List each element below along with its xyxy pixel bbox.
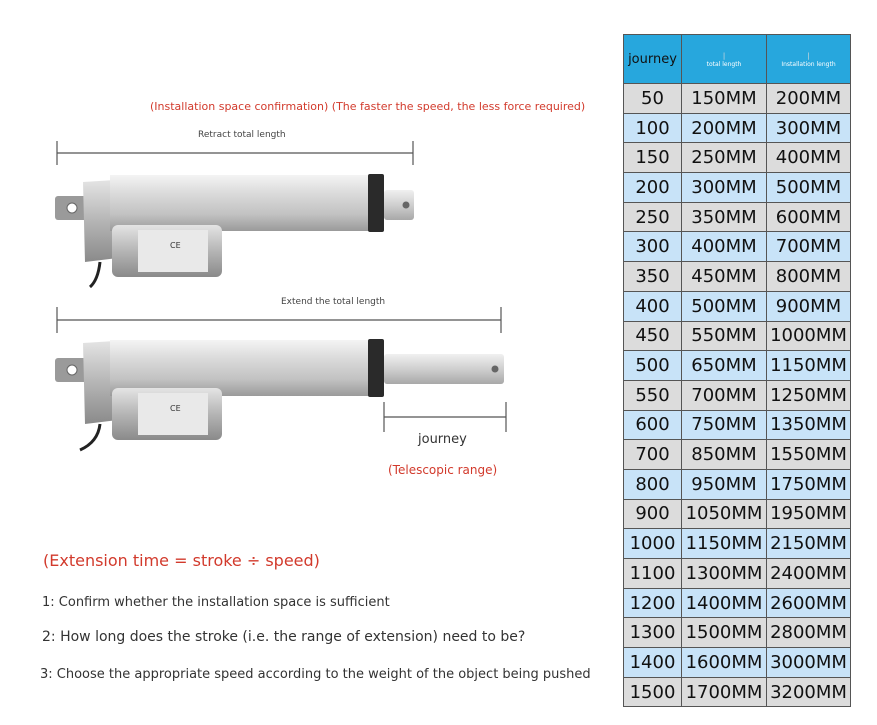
- cell-installation-length: 400MM: [767, 143, 851, 173]
- cell-installation-length: 1000MM: [767, 321, 851, 351]
- retract-length-label: Retract total length: [198, 130, 286, 140]
- cell-total-length: 850MM: [682, 440, 767, 470]
- table-body: [624, 84, 851, 707]
- table-row: [624, 648, 851, 678]
- cell-installation-length: 1250MM: [767, 380, 851, 410]
- table-row: [624, 84, 851, 114]
- cell-journey: 800: [624, 469, 682, 499]
- step-2-text: 2: How long does the stroke (i.e. the range of extension) need to be?: [42, 629, 526, 645]
- svg-text:CE: CE: [170, 404, 181, 413]
- cell-journey: 500: [624, 351, 682, 381]
- cell-total-length: 650MM: [682, 351, 767, 381]
- table-row: [624, 202, 851, 232]
- cell-journey: 1100: [624, 559, 682, 589]
- cell-total-length: 150MM: [682, 84, 767, 114]
- table-row: [624, 559, 851, 589]
- cell-total-length: 1300MM: [682, 559, 767, 589]
- table-row: [624, 677, 851, 707]
- cell-journey: 1400: [624, 648, 682, 678]
- table-row: [624, 351, 851, 381]
- table-row: [624, 113, 851, 143]
- cell-journey: 600: [624, 410, 682, 440]
- cell-installation-length: 700MM: [767, 232, 851, 262]
- extend-length-label: Extend the total length: [281, 297, 386, 307]
- cell-installation-length: 2400MM: [767, 559, 851, 589]
- table-row: [624, 291, 851, 321]
- header-installation-length: | Installation length: [767, 35, 851, 84]
- cell-journey: 200: [624, 173, 682, 203]
- cell-journey: 150: [624, 143, 682, 173]
- table-row: [624, 173, 851, 203]
- cell-journey: 50: [624, 84, 682, 114]
- table-row: [624, 440, 851, 470]
- cell-installation-length: 500MM: [767, 173, 851, 203]
- cell-total-length: 950MM: [682, 469, 767, 499]
- cell-journey: 400: [624, 291, 682, 321]
- step-3-text: 3: Choose the appropriate speed according to the weight of the object being pushed: [40, 667, 591, 682]
- spec-table: [623, 34, 851, 707]
- table-row: [624, 588, 851, 618]
- cell-installation-length: 2800MM: [767, 618, 851, 648]
- cell-total-length: 200MM: [682, 113, 767, 143]
- cell-total-length: 1050MM: [682, 499, 767, 529]
- extend-dimension-line: [57, 307, 501, 333]
- cell-journey: 1300: [624, 618, 682, 648]
- cell-total-length: 450MM: [682, 262, 767, 292]
- cell-installation-length: 2150MM: [767, 529, 851, 559]
- cell-total-length: 750MM: [682, 410, 767, 440]
- table-row: [624, 321, 851, 351]
- cell-total-length: 700MM: [682, 380, 767, 410]
- cell-installation-length: 3000MM: [767, 648, 851, 678]
- cell-total-length: 1400MM: [682, 588, 767, 618]
- installation-note: (Installation space confirmation) (The faster the speed, the less force required): [150, 100, 586, 113]
- table-row: [624, 499, 851, 529]
- journey-label: journey: [418, 432, 467, 447]
- cell-journey: 700: [624, 440, 682, 470]
- cell-journey: 1500: [624, 677, 682, 707]
- table-header-row: [624, 35, 851, 84]
- table-row: [624, 410, 851, 440]
- cell-journey: 450: [624, 321, 682, 351]
- table-row: [624, 380, 851, 410]
- extension-time-formula: (Extension time = stroke ÷ speed): [43, 551, 320, 570]
- cell-installation-length: 1550MM: [767, 440, 851, 470]
- cell-installation-length: 1950MM: [767, 499, 851, 529]
- actuator-diagram: [0, 0, 610, 470]
- retract-dimension-line: [57, 141, 413, 165]
- cell-journey: 350: [624, 262, 682, 292]
- svg-text:CE: CE: [170, 241, 181, 250]
- journey-dimension-line: [384, 402, 506, 432]
- actuator-extended-image: [55, 339, 504, 450]
- cell-journey: 550: [624, 380, 682, 410]
- header-journey: journey: [624, 35, 682, 84]
- cell-total-length: 550MM: [682, 321, 767, 351]
- cell-journey: 100: [624, 113, 682, 143]
- table-row: [624, 262, 851, 292]
- cell-installation-length: 600MM: [767, 202, 851, 232]
- cell-installation-length: 900MM: [767, 291, 851, 321]
- cell-journey: 300: [624, 232, 682, 262]
- cell-journey: 250: [624, 202, 682, 232]
- cell-journey: 900: [624, 499, 682, 529]
- cell-total-length: 1600MM: [682, 648, 767, 678]
- cell-total-length: 1150MM: [682, 529, 767, 559]
- table-row: [624, 469, 851, 499]
- cell-total-length: 1700MM: [682, 677, 767, 707]
- cell-installation-length: 300MM: [767, 113, 851, 143]
- table-row: [624, 143, 851, 173]
- cell-installation-length: 1350MM: [767, 410, 851, 440]
- cell-installation-length: 2600MM: [767, 588, 851, 618]
- cell-journey: 1000: [624, 529, 682, 559]
- cell-installation-length: 800MM: [767, 262, 851, 292]
- table-row: [624, 529, 851, 559]
- header-total-length-label: total length: [706, 60, 742, 68]
- header-total-length: | total length: [682, 35, 767, 84]
- cell-total-length: 1500MM: [682, 618, 767, 648]
- header-installation-length-label: Installation length: [781, 60, 836, 68]
- table-row: [624, 232, 851, 262]
- telescopic-range-label: (Telescopic range): [388, 463, 498, 477]
- actuator-retracted-image: [55, 174, 414, 287]
- cell-installation-length: 1150MM: [767, 351, 851, 381]
- cell-installation-length: 200MM: [767, 84, 851, 114]
- cell-installation-length: 1750MM: [767, 469, 851, 499]
- cell-total-length: 250MM: [682, 143, 767, 173]
- cell-total-length: 500MM: [682, 291, 767, 321]
- cell-total-length: 400MM: [682, 232, 767, 262]
- cell-installation-length: 3200MM: [767, 677, 851, 707]
- step-1-text: 1: Confirm whether the installation space is sufficient: [42, 595, 390, 610]
- cell-total-length: 300MM: [682, 173, 767, 203]
- cell-journey: 1200: [624, 588, 682, 618]
- table-row: [624, 618, 851, 648]
- cell-total-length: 350MM: [682, 202, 767, 232]
